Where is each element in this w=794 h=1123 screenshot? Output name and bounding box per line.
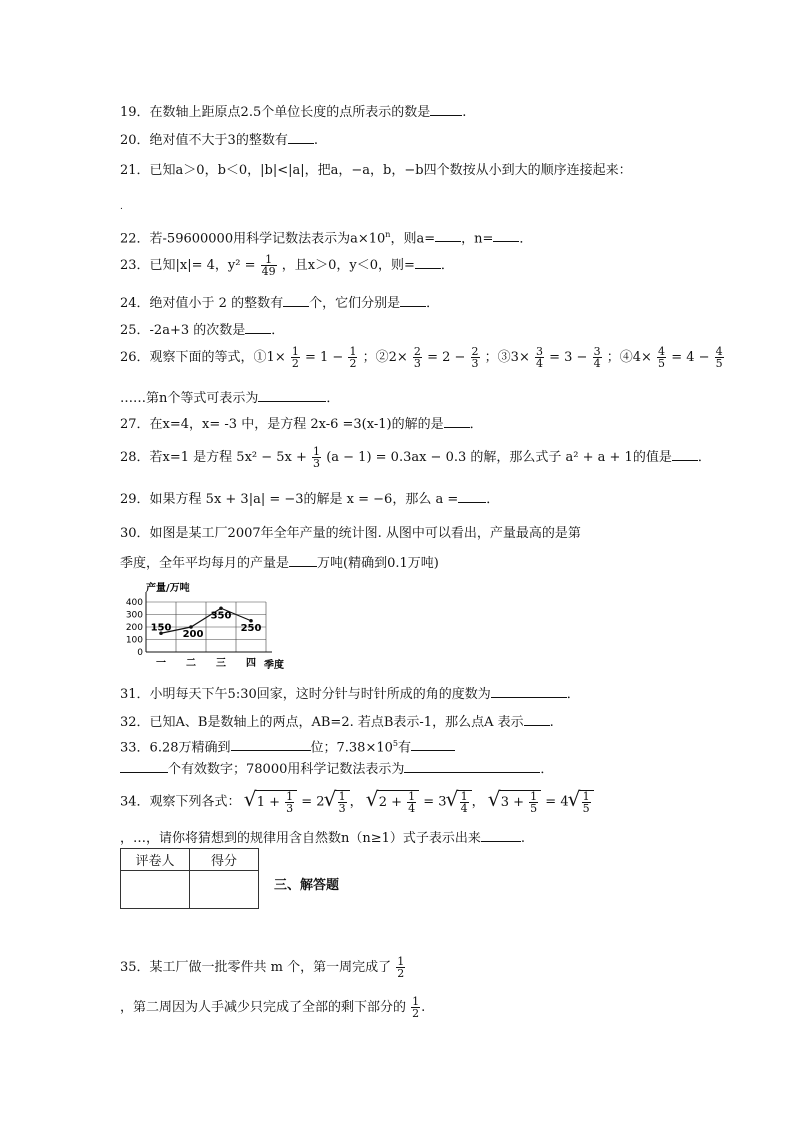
question-28: 28．若x=1 是方程 5x² − 5x + $\frac{1}{3}$ (a − 1) = 0.3ax − 0.3 的解，那么式子 a² + a + 1的值是 ． <box>120 445 711 470</box>
question-23: 23．已知|x|= 4，y² = $\frac{1}{49}$ ，且x＞0，y＜0，则= ． <box>120 253 454 278</box>
question-34-line2: ，…，请你将猜想到的规律用含自然数n（n≥1）式子表示出来 . <box>120 828 525 848</box>
chart-data-label: 200 <box>182 629 204 640</box>
chart-xtick-label: 四 <box>246 658 256 669</box>
chart-data-label: 150 <box>150 622 172 634</box>
question-21: 21．已知a＞0，b＜0，|b|<|a|，把a，−a，b，−b四个数按从小到大的顺序连接起来： <box>120 163 632 178</box>
question-26-line2: ……第n个等式可表示为 ． <box>120 388 339 408</box>
chart-ylabel: 产量/万吨 <box>146 583 190 594</box>
production-chart <box>116 578 296 672</box>
question-35-line2: ，第二周因为人手减少只完成了全部的剩下部分的 $\frac{1}{2}$ . <box>120 995 426 1020</box>
score-table-score-header: 得分 <box>190 849 259 871</box>
question-25: 25．-2a+3 的次数是 ． <box>120 320 284 340</box>
question-20: 20．绝对值不大于3的整数有 . <box>120 130 318 150</box>
chart-ytick-label: 0 <box>137 648 143 658</box>
question-19: 19．在数轴上距原点2.5个单位长度的点所表示的数是 . <box>120 102 466 122</box>
chart-xtick-label: 三 <box>216 658 226 669</box>
question-33: 33．6.28万精确到 位；$7.38\times 10^5$有 <box>120 735 455 757</box>
question-30: 30．如图是某工厂2007年全年产量的统计图. 从图中可以看出，产量最高的是第 <box>120 526 581 541</box>
chart-xtick-label: 二 <box>186 658 196 669</box>
question-32: 32．已知A、B是数轴上的两点，AB=2. 若点B表示-1，那么点A 表示 . <box>120 712 554 732</box>
score-table <box>120 848 259 909</box>
chart-ytick-label: 300 <box>125 610 143 621</box>
chart-xlabel: 季度 <box>264 660 284 671</box>
chart-ytick-label: 100 <box>125 635 143 646</box>
question-22: 22．若-59600000用科学记数法表示为$a\times 10^n$，则a= ，n= ． <box>120 230 533 247</box>
question-33-line2: 个有效数字；78000用科学记数法表示为 ． <box>120 759 553 779</box>
question-35: 35．某工厂做一批零件共 m 个，第一周完成了 $\frac{1}{2}$ <box>120 955 405 980</box>
score-table-grader-cell <box>121 871 190 909</box>
chart-xtick-label: 一 <box>156 658 166 669</box>
question-31: 31．小明每天下午5:30回家，这时分针与时针所成的角的度数为 ． <box>120 684 580 704</box>
question-27: 27．在x=4，x= -3 中，是方程 2x-6 =3(x-1)的解的是 ． <box>120 414 483 434</box>
question-21-dot: . <box>120 202 123 212</box>
question-26: 26．观察下面的等式，①1× $\frac{1}{2}$ = 1 − $\frac{1}{2}$ ；②2× $\frac{2}{3}$ = 2 − $\frac{2}{3}$ ；③3× $\frac{3}{4}$ = 3 − $\frac{3}{4}$ ；④4× $\frac{4}{5}$ = 4 − $\frac{4}{5}$ <box>120 345 723 370</box>
question-30-line2: 季度，全年平均每月的产量是 万吨(精确到0.1万吨) <box>120 553 439 573</box>
section-title: 三、解答题 <box>274 878 340 893</box>
chart-ytick-label: 200 <box>125 623 143 633</box>
chart-ytick-label: 400 <box>125 598 143 608</box>
question-24: 24．绝对值小于 2 的整数有 个，它们分别是 ． <box>120 293 439 313</box>
question-29: 29．如果方程 5x + 3|a| = −3的解是 x = −6，那么 a = ． <box>120 489 499 509</box>
score-table-score-cell <box>190 871 259 909</box>
chart-data-label: 350 <box>210 610 232 622</box>
score-table-grader-header: 评卷人 <box>121 849 190 871</box>
chart-data-label: 250 <box>240 622 262 634</box>
question-34: 34．观察下列各式： √ 1 + $\frac{1}{3}$ = 2 √ $\frac{1}{3}$ ， √ 2 + $\frac{1}{4}$ = 3 √ $\frac{1}{4}$ ， √ 3 + $\frac{1}{5}$ = 4 √ $\frac{1}{5}$ <box>120 790 594 814</box>
